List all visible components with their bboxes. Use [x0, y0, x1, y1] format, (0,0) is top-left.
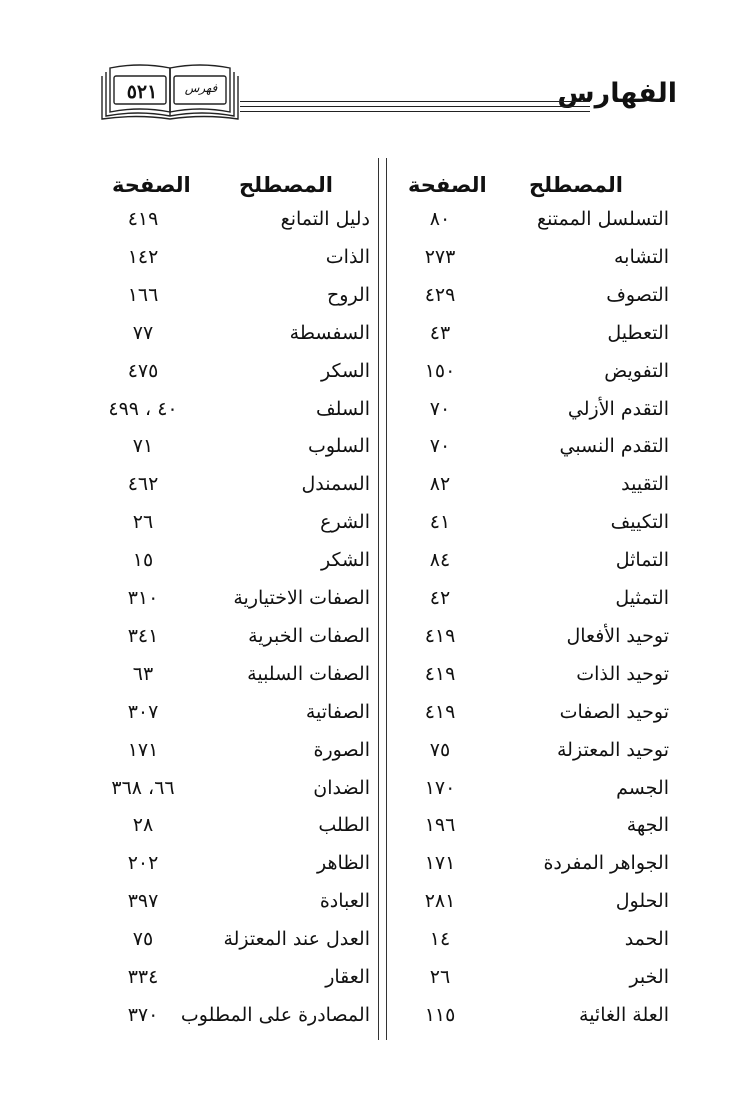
index-term: الجسم — [616, 776, 669, 799]
index-page: ٧٠ — [429, 435, 451, 458]
index-term: دليل التمانع — [280, 208, 370, 230]
index-row — [0, 739, 755, 775]
right-page-header: الصفحة — [408, 173, 487, 197]
index-page: ٧٥ — [132, 928, 154, 951]
index-term: الخبر — [629, 966, 669, 988]
index-page: ١٤٢ — [127, 245, 159, 268]
index-term: الطلب — [318, 814, 370, 837]
index-row — [0, 208, 755, 244]
index-page: ١٥٠ — [424, 359, 456, 382]
index-page: ٤٧٥ — [127, 359, 159, 382]
index-page: ٣٩٧ — [127, 890, 159, 913]
index-page: ٧١ — [132, 435, 154, 458]
index-row — [0, 435, 755, 471]
index-term: التقييد — [621, 473, 669, 496]
index-row — [0, 852, 755, 888]
index-row — [0, 360, 755, 396]
index-page: ١٤ — [429, 928, 451, 951]
index-term: الشكر — [321, 549, 370, 572]
index-page: ٢٦ — [429, 966, 451, 988]
index-page: ٦٦، ٣٦٨ — [111, 776, 175, 799]
index-term: الحمد — [624, 928, 669, 951]
index-page: ٨٢ — [429, 473, 451, 496]
index-page: ١١٥ — [424, 1003, 456, 1026]
index-page: ٣٧٠ — [127, 1003, 159, 1026]
index-term: الحلول — [615, 890, 669, 913]
index-term: الذات — [325, 245, 370, 268]
index-term: الصفات الاختيارية — [233, 587, 370, 609]
index-page: ٧٥ — [429, 738, 451, 761]
index-page: ٤٢ — [429, 587, 451, 609]
index-term: التسلسل الممتنع — [536, 208, 669, 230]
index-page: ٧٧ — [132, 321, 154, 344]
index-term: الصفات السلبية — [247, 662, 370, 685]
index-row — [0, 473, 755, 509]
index-page: ٨٠ — [429, 208, 451, 230]
index-row — [0, 890, 755, 926]
index-term: توحيد الأفعال — [566, 624, 669, 647]
index-page: ٢٧٣ — [424, 245, 456, 268]
header-rule — [240, 106, 590, 107]
index-row — [0, 587, 755, 623]
index-term: الضدان — [313, 776, 370, 799]
index-term: التصوف — [606, 283, 669, 306]
index-term: التقدم الأزلي — [567, 397, 669, 420]
index-term: السلوب — [307, 435, 370, 458]
index-row — [0, 511, 755, 547]
index-row — [0, 701, 755, 737]
index-term: توحيد المعتزلة — [556, 738, 669, 761]
book-label: فهرس — [184, 81, 218, 95]
index-row — [0, 625, 755, 661]
index-page: ٢٦ — [132, 511, 154, 534]
index-term: السمندل — [301, 473, 370, 496]
right-term-header: المصطلح — [528, 173, 623, 197]
index-term: الشرع — [320, 511, 370, 534]
index-page: ٦٣ — [132, 662, 154, 685]
index-page: ٤١٩ — [424, 662, 456, 685]
index-page: ٤٣ — [429, 321, 451, 344]
index-term: العلة الغائية — [579, 1003, 669, 1026]
index-page: ١٩٦ — [424, 814, 456, 837]
index-page: ٣٤١ — [127, 624, 159, 647]
index-term: الظاهر — [317, 852, 370, 875]
index-term: الجهة — [626, 814, 669, 837]
index-term: الصفاتية — [305, 700, 370, 723]
index-row — [0, 398, 755, 434]
index-row — [0, 966, 755, 1002]
index-row — [0, 814, 755, 850]
index-term: العدل عند المعتزلة — [223, 928, 370, 951]
index-term: توحيد الذات — [576, 662, 669, 685]
index-term: السلف — [316, 397, 370, 420]
page-header — [0, 0, 755, 140]
index-row — [0, 322, 755, 358]
index-page: ٤١ — [429, 511, 451, 534]
index-row — [0, 246, 755, 282]
index-page: ٨٤ — [429, 549, 451, 572]
index-term: التمثيل — [615, 587, 669, 609]
index-term: التفويض — [604, 359, 669, 382]
index-page: ٢٨ — [132, 814, 154, 837]
index-row — [0, 284, 755, 320]
page-title: الفهارس — [557, 78, 677, 109]
index-term: العقار — [325, 966, 370, 988]
index-page: ١٥ — [132, 549, 154, 572]
index-term: الروح — [327, 283, 370, 306]
index-row — [0, 549, 755, 585]
book-ornament — [100, 62, 240, 120]
index-term: توحيد الصفات — [559, 700, 669, 723]
index-row — [0, 663, 755, 699]
left-term-header: المصطلح — [238, 173, 333, 197]
index-page: ٤١٩ — [424, 624, 456, 647]
index-term: التشابه — [613, 245, 669, 268]
index-page: ٤١٩ — [127, 208, 159, 230]
index-term: التكييف — [610, 511, 669, 534]
index-row — [0, 928, 755, 964]
index-term: الصورة — [313, 738, 370, 761]
index-term: المصادرة على المطلوب — [180, 1003, 370, 1026]
index-page: ٢٠٢ — [127, 852, 159, 875]
index-term: العبادة — [319, 890, 370, 913]
index-page: ٤٢٩ — [424, 283, 456, 306]
index-term: السكر — [321, 359, 370, 382]
index-row — [0, 777, 755, 813]
index-term: الصفات الخبرية — [248, 624, 370, 647]
index-page: ٤١٩ — [424, 700, 456, 723]
index-row — [0, 1004, 755, 1040]
left-page-header: الصفحة — [112, 173, 191, 197]
index-page: ١٧١ — [424, 852, 456, 875]
index-term: التعطيل — [607, 321, 669, 344]
index-page: ٣٣٤ — [127, 966, 159, 988]
index-page: ١٧١ — [127, 738, 159, 761]
index-term: السفسطة — [289, 321, 370, 344]
index-page: ٧٠ — [429, 397, 451, 420]
index-term: التماثل — [615, 549, 669, 572]
page-number: ٥٢١ — [126, 81, 158, 103]
index-page: ٤٠ ، ٤٩٩ — [108, 397, 178, 420]
header-rule — [240, 101, 590, 102]
header-rule — [240, 111, 590, 112]
index-term: الجواهر المفردة — [543, 852, 669, 875]
index-page: ١٧٠ — [424, 776, 456, 799]
index-page: ١٦٦ — [127, 283, 159, 306]
index-page: ٣٠٧ — [127, 700, 159, 723]
index-page: ٢٨١ — [424, 890, 456, 913]
index-page: ٣١٠ — [127, 587, 159, 609]
index-page: ٤٦٢ — [127, 473, 159, 496]
index-term: التقدم النسبي — [559, 435, 669, 458]
